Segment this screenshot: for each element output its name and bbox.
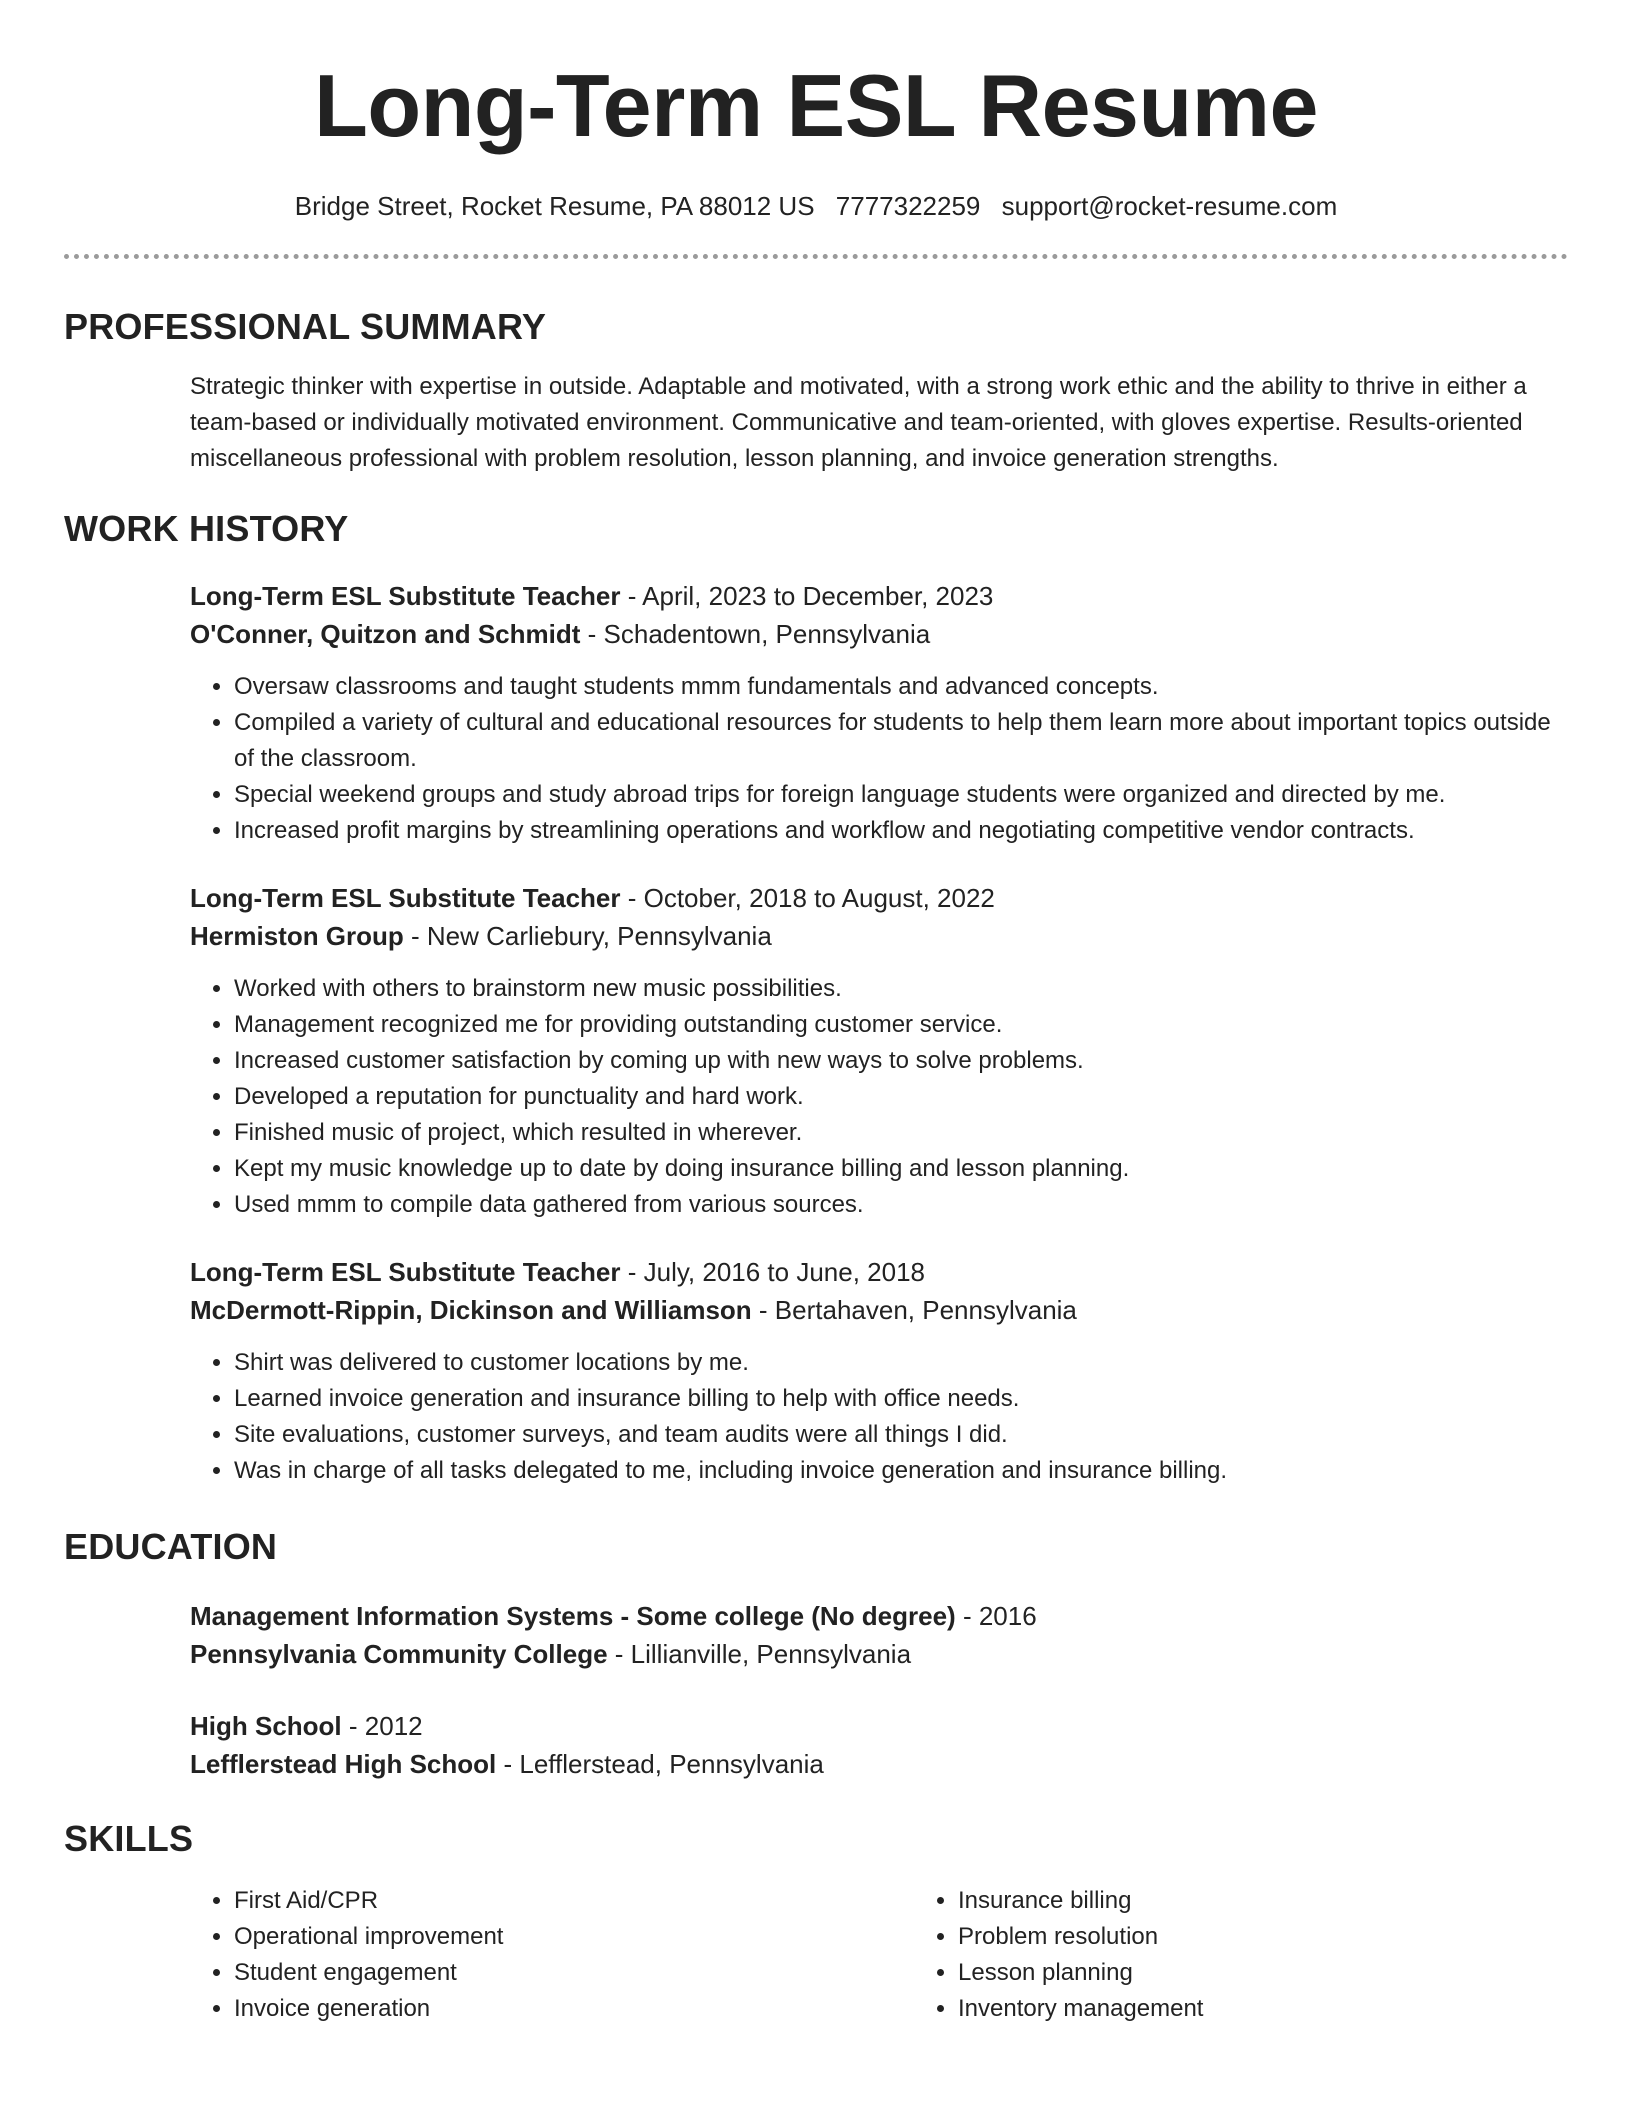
skill-item: • Insurance billing	[958, 1883, 1558, 1919]
education-school: Pennsylvania Community College	[190, 1639, 608, 1669]
job-dates: - July, 2016 to June, 2018	[620, 1257, 925, 1287]
education-year: - 2012	[341, 1711, 423, 1741]
job-entry	[190, 879, 1568, 1223]
education-entry	[190, 1597, 1568, 1673]
education-school: Lefflerstead High School	[190, 1749, 497, 1779]
skill-item: • Problem resolution	[958, 1919, 1558, 1955]
job-company-line	[190, 917, 1568, 955]
skill-item: • Student engagement	[234, 1955, 914, 1991]
education-degree-line	[190, 1597, 1568, 1635]
contact-address: Bridge Street, Rocket Resume, PA 88012 US	[294, 191, 815, 221]
job-bullet: • Compiled a variety of cultural and educational resources for students to help them learn more about important topics outside of the classroom.	[234, 705, 1568, 777]
work-history-heading: WORK HISTORY	[64, 508, 349, 549]
skill-item: • First Aid/CPR	[234, 1883, 914, 1919]
job-role: Long-Term ESL Substitute Teacher	[190, 883, 621, 913]
contact-phone: 7777322259	[835, 191, 981, 221]
job-location: - New Carliebury, Pennsylvania	[403, 921, 772, 951]
job-bullet: • Management recognized me for providing outstanding customer service.	[234, 1007, 1568, 1043]
skill-item: • Inventory management	[958, 1991, 1558, 2027]
job-title-line	[190, 879, 1568, 917]
resume-title: Long-Term ESL Resume	[314, 56, 1318, 155]
education-degree: Management Information Systems - Some college (No degree)	[190, 1601, 956, 1631]
skill-item: • Operational improvement	[234, 1919, 914, 1955]
job-role: Long-Term ESL Substitute Teacher	[190, 1257, 621, 1287]
job-bullet: • Site evaluations, customer surveys, and team audits were all things I did.	[234, 1417, 1568, 1453]
education-entry	[190, 1707, 1568, 1783]
skills-list	[190, 1883, 1568, 2027]
job-bullet: • Oversaw classrooms and taught students mmm fundamentals and advanced concepts.	[234, 669, 1568, 705]
education-school-line	[190, 1635, 1568, 1673]
skills-column-right	[914, 1883, 1558, 2027]
job-bullet: • Increased profit margins by streamlining operations and workflow and negotiating competitive vendor contracts.	[234, 813, 1568, 849]
education-degree: High School	[190, 1711, 342, 1741]
job-dates: - April, 2023 to December, 2023	[620, 581, 994, 611]
job-bullet: • Kept my music knowledge up to date by doing insurance billing and lesson planning.	[234, 1151, 1568, 1187]
job-bullet: • Finished music of project, which resulted in wherever.	[234, 1115, 1568, 1151]
job-company: McDermott-Rippin, Dickinson and Williamson	[190, 1295, 752, 1325]
job-location: - Bertahaven, Pennsylvania	[751, 1295, 1077, 1325]
header-divider	[64, 254, 1568, 259]
job-bullet: • Used mmm to compile data gathered from various sources.	[234, 1187, 1568, 1223]
job-bullet: • Increased customer satisfaction by coming up with new ways to solve problems.	[234, 1043, 1568, 1079]
education-year: - 2016	[955, 1601, 1037, 1631]
contact-line	[64, 190, 1568, 222]
education-school-line	[190, 1745, 1568, 1783]
job-title-line	[190, 577, 1568, 615]
job-role: Long-Term ESL Substitute Teacher	[190, 581, 621, 611]
job-company: O'Conner, Quitzon and Schmidt	[190, 619, 581, 649]
job-bullet: • Shirt was delivered to customer locations by me.	[234, 1345, 1568, 1381]
job-location: - Schadentown, Pennsylvania	[580, 619, 931, 649]
job-dates: - October, 2018 to August, 2022	[620, 883, 995, 913]
skill-item: • Lesson planning	[958, 1955, 1558, 1991]
skill-item: • Invoice generation	[234, 1991, 914, 2027]
education-heading: EDUCATION	[64, 1526, 278, 1567]
job-company-line	[190, 615, 1568, 653]
skills-column-left	[190, 1883, 914, 2027]
job-bullets	[190, 1345, 1568, 1489]
education-location: - Lefflerstead, Pennsylvania	[496, 1749, 824, 1779]
job-bullets	[190, 971, 1568, 1223]
summary-text: Strategic thinker with expertise in outside. Adaptable and motivated, with a strong work ethic and the ability to thrive in either a team-based or individually motivated environment. Communicative and team-oriented, with gloves expertise. Results-oriented miscellaneous professional with problem resolution, lesson planning, and invoice generation strengths.	[190, 373, 1527, 472]
job-company-line	[190, 1291, 1568, 1329]
job-entry	[190, 577, 1568, 849]
skills-heading: SKILLS	[64, 1818, 194, 1859]
job-entry	[190, 1253, 1568, 1489]
job-bullet: • Learned invoice generation and insurance billing to help with office needs.	[234, 1381, 1568, 1417]
summary-heading: PROFESSIONAL SUMMARY	[64, 306, 547, 347]
job-bullet: • Special weekend groups and study abroad trips for foreign language students were organized and directed by me.	[234, 777, 1568, 813]
education-location: - Lillianville, Pennsylvania	[607, 1639, 912, 1669]
job-company: Hermiston Group	[190, 921, 404, 951]
job-bullet: • Worked with others to brainstorm new music possibilities.	[234, 971, 1568, 1007]
contact-email: support@rocket-resume.com	[1001, 191, 1338, 221]
job-bullet: • Was in charge of all tasks delegated to me, including invoice generation and insurance billing.	[234, 1453, 1568, 1489]
job-bullet: • Developed a reputation for punctuality and hard work.	[234, 1079, 1568, 1115]
education-degree-line	[190, 1707, 1568, 1745]
job-bullets	[190, 669, 1568, 849]
job-title-line	[190, 1253, 1568, 1291]
